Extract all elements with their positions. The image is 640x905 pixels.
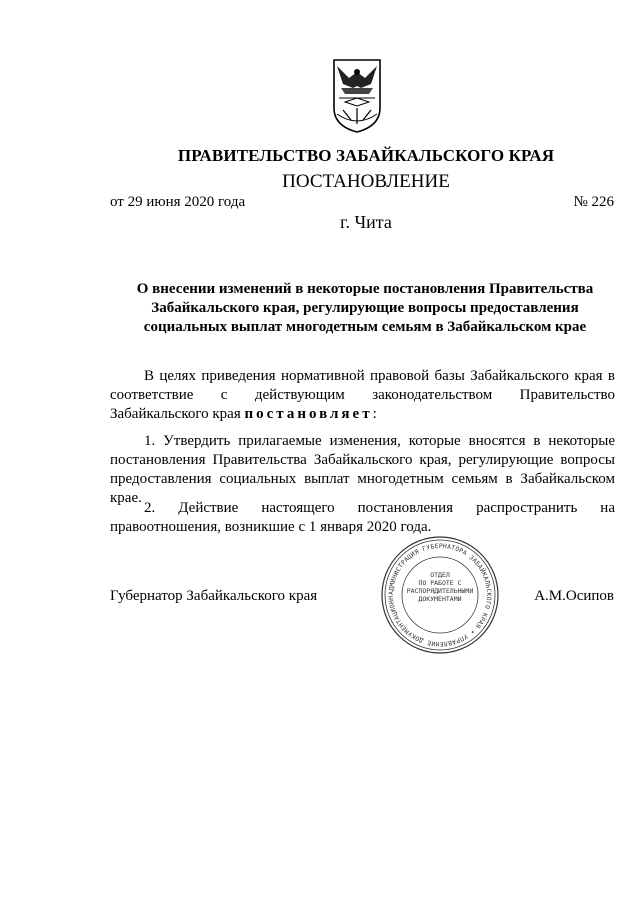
- preamble-text: В целях приведения нормативной правовой базы Забайкальского края в соответствие с действующим законодательством Правительство Забайкальского края: [110, 368, 615, 422]
- decree-word: постановляет: [244, 406, 373, 422]
- stamp-center-text: [402, 571, 478, 603]
- coat-of-arms-emblem: [331, 58, 383, 134]
- clause-2-paragraph: 2. Действие настоящего постановления распространить на правоотношения, возникшие с 1 января 2020 года.: [110, 500, 615, 535]
- signatory-position: Губернатор Забайкальского края: [110, 588, 318, 604]
- signatory-name: А.М.Осипов: [534, 588, 614, 604]
- stamp-line: ДОКУМЕНТАМИ: [418, 595, 462, 603]
- title-line: О внесении изменений в некоторые постановления Правительства: [136, 281, 594, 297]
- stamp-line: ПО РАБОТЕ С: [418, 579, 462, 587]
- preamble-end: :: [372, 406, 377, 422]
- clause-1-paragraph: 1. Утвердить прилагаемые изменения, которые вносятся в некоторые постановления Правительства Забайкальского края, регулирующие вопросы предоставления социальных выплат многодетным семьям в Забайкальском крае.: [110, 433, 615, 506]
- document-title: [120, 280, 610, 337]
- title-line: Забайкальского края, регулирующие вопросы предоставления: [151, 300, 579, 316]
- document-date: от 29 июня 2020 года: [110, 194, 246, 210]
- stamp-ring-text: АДМИНИСТРАЦИЯ ГУБЕРНАТОРА ЗАБАЙКАЛЬСКОГО КРАЯ • УПРАВЛЕНИЕ ДОКУМЕНТАЦИОНН: [387, 542, 493, 648]
- title-line: социальных выплат многодетным семьям в Забайкальском крае: [143, 319, 587, 335]
- preamble-paragraph: [110, 367, 615, 424]
- document-number: № 226: [573, 194, 614, 210]
- stamp-line: ОТДЕЛ: [430, 571, 450, 579]
- official-stamp: [380, 535, 500, 655]
- document-type: ПОСТАНОВЛЕНИЕ: [282, 171, 450, 192]
- stamp-line: РАСПОРЯДИТЕЛЬНЫМИ: [406, 587, 474, 595]
- government-heading: ПРАВИТЕЛЬСТВО ЗАБАЙКАЛЬСКОГО КРАЯ: [177, 146, 555, 165]
- document-city: г. Чита: [340, 212, 392, 232]
